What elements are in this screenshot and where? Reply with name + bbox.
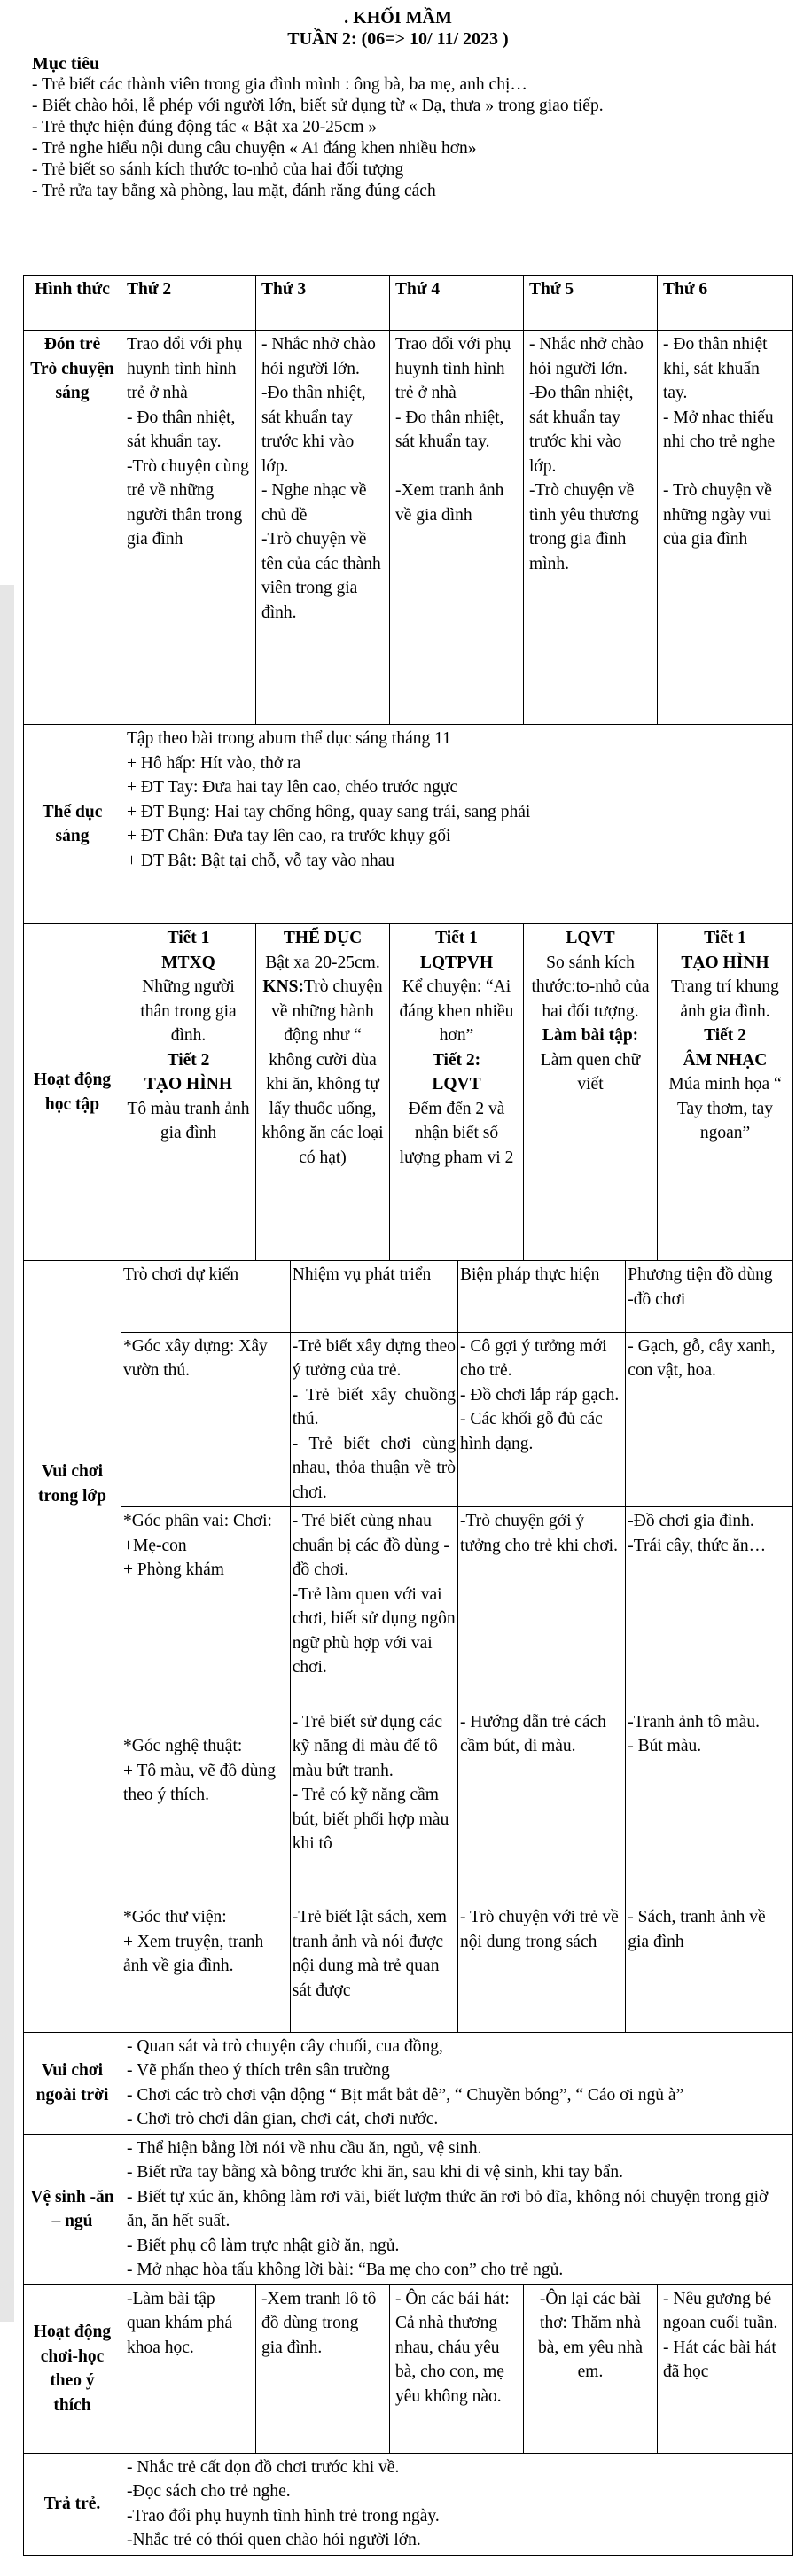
- outdoor-content: [121, 2032, 793, 2134]
- goal-item: - Trẻ thực hiện đúng động tác « Bật xa 20-25cm »: [32, 118, 378, 136]
- goal-item: - Trẻ biết các thành viên trong gia đình mình : ông bà, ba mẹ, anh chị…: [32, 75, 527, 94]
- row-indoor-play: [24, 1261, 793, 1708]
- row-label: Trả trẻ.: [24, 2453, 121, 2555]
- text-line: - Chơi trò chơi dân gian, chơi cát, chơi nước.: [127, 2110, 439, 2129]
- table-header-row: [24, 276, 793, 331]
- text-line: - Biết rửa tay bằng xà bông trước khi ăn, sau khi đi vệ sinh, khi tay bẩn.: [127, 2163, 623, 2182]
- text-line: [395, 455, 518, 479]
- header-cell-day: Thứ 6: [658, 276, 793, 331]
- row-free-play-learning: [24, 2284, 793, 2453]
- text-segment: Múa minh họa “ Tay thơm, tay ngoan”: [668, 1075, 782, 1142]
- subtable-header-cell: [290, 1261, 457, 1332]
- header-cell-form: Hình thức: [24, 276, 121, 331]
- text-line: - Hát các bài hát đã học: [663, 2338, 776, 2381]
- text-line: - Đồ chơi lắp ráp gạch.: [460, 1385, 620, 1405]
- day-cell: [121, 331, 256, 725]
- text-segment: So sánh kích thước:to-nhỏ của hai đối tượng.: [531, 953, 650, 1021]
- game-cell: [121, 1708, 290, 1903]
- activity-heading: [127, 951, 250, 976]
- text-segment: Những người thân trong gia đình.: [140, 977, 237, 1045]
- text-line: - Trò chuyện về những ngày vui của gia đình: [663, 481, 772, 549]
- text-segment: Kể chuyện: “Ai đáng khen nhiều hơn”: [399, 977, 514, 1045]
- day-cell: [524, 2284, 658, 2453]
- left-scroll-margin: [0, 585, 14, 2322]
- method-cell: [458, 1332, 626, 1507]
- text-line: -Ôn lại các bài thơ: Thăm nhà bà, em yêu nhà em.: [537, 2289, 644, 2381]
- text-line: [663, 455, 787, 479]
- day-cell: [121, 2284, 256, 2453]
- text-line: - Nhắc trẻ cất dọn đồ chơi trước khi về.: [127, 2457, 400, 2477]
- day-cell: [524, 924, 658, 1261]
- row-morning-welcome: [24, 331, 793, 725]
- text-segment: Làm quen chữ viết: [540, 1050, 641, 1093]
- activity-text: [395, 1097, 518, 1171]
- activity-heading: [127, 1072, 250, 1097]
- text-line: *Góc phân vai: Chơi:: [123, 1512, 272, 1530]
- header-cell-day: Thứ 2: [121, 276, 256, 331]
- text-line: -Tranh ảnh tô màu.: [628, 1712, 761, 1732]
- exercise-content: [121, 725, 793, 924]
- text-segment: Tiết 1: [167, 929, 210, 947]
- text-line: *Góc nghệ thuật:: [123, 1737, 243, 1755]
- text-line: - Nêu gương bé ngoan cuối tuần.: [663, 2289, 778, 2332]
- text-line: -Trò chuyện gởi ý tưởng cho trẻ khi chơi.: [460, 1512, 618, 1555]
- header-cell-day: Thứ 4: [390, 276, 524, 331]
- activity-text: [261, 951, 384, 976]
- text-line: -Nhắc trẻ có thói quen chào hỏi người lớn.: [127, 2531, 421, 2549]
- text-line: + ĐT Bụng: Hai tay chống hông, quay sang trái, sang phải: [127, 802, 531, 821]
- text-line: -Trò chuyện về tên của các thành viên trong gia đình.: [261, 530, 381, 622]
- text-line: [123, 1710, 288, 1735]
- text-line: - Quan sát và trò chuyện cây chuối, cua đồng,: [127, 2036, 443, 2056]
- text-line: -Đồ chơi gia đình.: [628, 1512, 754, 1530]
- text-line: -Xem tranh ảnh về gia đình: [395, 481, 504, 525]
- activity-heading: [663, 951, 787, 976]
- materials-cell: [626, 1332, 792, 1507]
- text-line: -Trẻ biết xây dựng theo ý tưởng của trẻ.: [292, 1336, 456, 1380]
- text-line: -Trái cây, thức ăn…: [628, 1536, 767, 1555]
- activity-heading: [127, 926, 250, 951]
- subtable-header-cell: Trò chơi dự kiến: [121, 1261, 290, 1332]
- day-cell: [121, 924, 256, 1261]
- text-line: - Trẻ biết cùng nhau chuẩn bị các đồ dùng - đồ chơi.: [292, 1512, 449, 1579]
- text-segment: TẠO HÌNH: [681, 953, 769, 972]
- text-line: Trao đổi với phụ huynh tình hình trẻ ở nhà: [127, 335, 243, 402]
- row-morning-exercise: [24, 725, 793, 924]
- day-cell: [524, 331, 658, 725]
- day-cell: [658, 331, 793, 725]
- indoor-play-subtable-cell: [121, 1708, 793, 2032]
- text-line: - Nghe nhạc về chủ đề: [261, 481, 367, 525]
- text-segment: Làm bài tập:: [542, 1026, 639, 1045]
- day-cell: [256, 2284, 390, 2453]
- row-label: Thể dục sáng: [24, 725, 121, 924]
- day-cell: [390, 924, 524, 1261]
- text-line: Tập theo bài trong abum thể dục sáng tháng 11: [127, 729, 451, 748]
- game-cell: [121, 1507, 290, 1708]
- text-line: - Đo thân nhiệt khi, sát khuẩn tay.: [663, 335, 768, 402]
- text-line: -Xem tranh lô tô đồ dùng trong gia đình.: [261, 2289, 377, 2357]
- text-line: + ĐT Tay: Đưa hai tay lên cao, chéo trước ngực: [127, 778, 458, 797]
- text-line: - Chơi các trò chơi vận động “ Bịt mắt bắt dê”, “ Chuyền bóng”, “ Cáo ơi ngủ à”: [127, 2085, 684, 2105]
- text-segment: Trang trí khung ảnh gia đình.: [671, 977, 779, 1021]
- text-line: -Trao đổi phụ huynh tình hình trẻ trong ngày.: [127, 2506, 440, 2525]
- text-line: -Trò chuyện về tình yêu thương trong gia đình mình.: [529, 481, 639, 573]
- text-line: -Làm bài tập quan khám phá khoa học.: [127, 2289, 233, 2357]
- indoor-play-subtable: [121, 1261, 792, 1708]
- text-line: + Tô màu, vẽ đồ dùng theo ý thích.: [123, 1761, 277, 1804]
- goal-item: - Trẻ nghe hiểu nội dung câu chuyện « Ai đáng khen nhiều hơn»: [32, 139, 477, 158]
- row-label: Hoạt động học tập: [24, 924, 121, 1261]
- row-learning-activity: [24, 924, 793, 1261]
- text-line: - Thể hiện bằng lời nói về nhu cầu ăn, ngủ, vệ sinh.: [127, 2138, 482, 2158]
- game-cell: [121, 1332, 290, 1507]
- method-cell: [458, 1507, 626, 1708]
- text-line: - Trẻ biết sử dụng các kỹ năng di màu để tô màu bứt tranh.: [292, 1712, 443, 1780]
- text-line: - Trò chuyện với trẻ về nội dung trong sách: [460, 1908, 619, 1951]
- task-cell: [290, 1507, 457, 1708]
- text-line: -Trẻ biết lật sách, xem tranh ảnh và nói được nội dung mà trẻ quan sát được: [292, 1908, 447, 2000]
- text-line: -Đo thân nhiệt, sát khuẩn tay trước khi vào lớp.: [261, 384, 366, 476]
- text-segment: LQVT: [432, 1075, 481, 1093]
- text-segment: MTXQ: [161, 953, 215, 972]
- day-cell: [390, 2284, 524, 2453]
- text-segment: Trò chuyện về những hành động như “ không cười đùa khi ăn, không tự lấy thuốc uống, không ăn các loại có hạt): [261, 977, 384, 1167]
- text-line: - Hướng dẫn trẻ cách cầm bút, di màu.: [460, 1712, 606, 1755]
- activity-heading: [663, 926, 787, 951]
- text-line: - Sách, tranh ảnh về gia đình: [628, 1908, 766, 1951]
- method-cell: [458, 1708, 626, 1903]
- subtable-header-row: [121, 1261, 792, 1332]
- text-line: -Trò chuyện cùng trẻ về những người thân trong gia đình: [127, 456, 249, 549]
- hygiene-content: [121, 2134, 793, 2284]
- row-label: Đón trẻ Trò chuyện sáng: [24, 331, 121, 725]
- text-line: - Các khối gỗ đủ các hình dạng.: [460, 1410, 603, 1453]
- activity-text: [663, 975, 787, 1023]
- game-cell: [121, 1903, 290, 2032]
- text-line: + ĐT Chân: Đưa tay lên cao, ra trước khụy gối: [127, 827, 451, 845]
- activity-text: [127, 975, 250, 1048]
- indoor-play-subtable-continued: [121, 1708, 792, 2032]
- text-line: - Nhắc nhở chào hỏi người lớn.: [261, 335, 376, 378]
- text-segment: TẠO HÌNH: [144, 1075, 233, 1093]
- materials-cell: [626, 1507, 792, 1708]
- activity-heading: [395, 1048, 518, 1073]
- indoor-play-subtable-cell: [121, 1261, 793, 1708]
- weekly-plan-table: [23, 275, 793, 2556]
- goals-title: Mục tiêu: [32, 54, 100, 74]
- activity-text: [663, 1072, 787, 1146]
- grade-title: . KHỐI MẦM: [344, 8, 452, 27]
- text-line: Trao đổi với phụ huynh tình hình trẻ ở nhà: [395, 335, 511, 402]
- activity-heading: [529, 1023, 652, 1097]
- text-segment: Tô màu tranh ảnh gia đình: [127, 1099, 250, 1142]
- subtable-row: [121, 1507, 792, 1708]
- header-cell-day: Thứ 3: [256, 276, 390, 331]
- text-line: -Trẻ làm quen với vai chơi, biết sử dụng ngôn ngữ phù hợp với vai chơi.: [292, 1584, 456, 1677]
- text-line: - Trẻ biết xây chuồng thú.: [292, 1385, 456, 1428]
- text-segment: Tiết 2: [704, 1026, 746, 1045]
- document-header: [0, 0, 796, 50]
- text-segment: ÂM NHẠC: [683, 1050, 768, 1070]
- goals-section: [32, 53, 604, 202]
- subtable-header-cell: Phương tiện đồ dùng -đồ chơi: [626, 1261, 792, 1332]
- row-label: Vui chơi ngoài trời: [24, 2032, 121, 2134]
- materials-cell: [626, 1903, 792, 2032]
- task-cell: [290, 1708, 457, 1903]
- text-line: + Xem truyện, tranh ảnh về gia đình.: [123, 1932, 264, 1975]
- row-label: Vui chơi trong lớp: [24, 1261, 121, 1708]
- activity-heading: [261, 926, 384, 951]
- subtable-header-cell: Biện pháp thực hiện: [458, 1261, 626, 1332]
- goal-item: - Biết chào hỏi, lễ phép với người lớn, biết sử dụng từ « Dạ, thưa » trong giao tiếp.: [32, 97, 604, 115]
- text-line: - Mở nhạc hòa tấu không lời bài: “Ba mẹ cho con” cho trẻ ngủ.: [127, 2261, 564, 2279]
- activity-heading: [261, 975, 384, 1170]
- activity-heading: [529, 926, 652, 951]
- text-line: *Góc xây dựng: Xây vườn thú.: [123, 1336, 268, 1380]
- text-line: + ĐT Bật: Bật tại chỗ, vỗ tay vào nhau: [127, 851, 394, 870]
- day-cell: [256, 924, 390, 1261]
- text-line: - Ôn các bái hát: Cả nhà thương nhau, cháu yêu bà, cho con, mẹ yêu không nào.: [395, 2289, 510, 2406]
- text-segment: Tiết 1: [435, 929, 478, 947]
- text-line: +Mẹ-con: [123, 1536, 187, 1555]
- activity-text: [529, 951, 652, 1024]
- text-segment: KNS:: [262, 977, 304, 996]
- activity-heading: [395, 1072, 518, 1097]
- row-indoor-play-continued: [24, 1708, 793, 2032]
- text-line: - Vẽ phấn theo ý thích trên sân trường: [127, 2061, 390, 2080]
- pickup-content: [121, 2453, 793, 2555]
- header-cell-day: Thứ 5: [524, 276, 658, 331]
- text-line: -Đọc sách cho trẻ nghe.: [127, 2482, 291, 2501]
- subtable-row: [121, 1332, 792, 1507]
- row-label: Vệ sinh -ăn – ngủ: [24, 2134, 121, 2284]
- text-line: - Mở nhac thiếu nhi cho trẻ nghe: [663, 408, 776, 451]
- text-segment: Đếm đến 2 và nhận biết số lượng pham vi 2: [399, 1099, 514, 1167]
- goal-item: - Trẻ rửa tay bằng xà phòng, lau mặt, đánh răng đúng cách: [32, 182, 436, 200]
- day-cell: [658, 924, 793, 1261]
- text-segment: Tiết 2: [167, 1050, 210, 1070]
- text-line: - Gạch, gỗ, cây xanh, con vật, hoa.: [628, 1336, 776, 1380]
- text-line: + Phòng khám: [123, 1560, 224, 1579]
- activity-heading: [663, 1048, 787, 1073]
- activity-heading: [663, 1023, 787, 1048]
- text-line: + Hô hấp: Hít vào, thở ra: [127, 753, 301, 773]
- subtable-row: [121, 1708, 792, 1903]
- week-title: TUẦN 2: (06=> 10/ 11/ 2023 ): [287, 29, 509, 49]
- activity-text: [395, 975, 518, 1048]
- row-outdoor-play: [24, 2032, 793, 2134]
- day-cell: [658, 2284, 793, 2453]
- row-label-empty: [24, 1708, 121, 2032]
- row-hygiene-meal-sleep: [24, 2134, 793, 2284]
- method-cell: [458, 1903, 626, 2032]
- task-cell: [290, 1903, 457, 2032]
- activity-heading: [395, 951, 518, 976]
- subtable-row: [121, 1903, 792, 2032]
- text-line: - Bút màu.: [628, 1737, 702, 1755]
- text-segment: Tiết 2:: [432, 1050, 481, 1070]
- text-line: - Cô gợi ý tưởng mới cho trẻ.: [460, 1336, 607, 1380]
- activity-heading: [127, 1048, 250, 1073]
- materials-cell: [626, 1708, 792, 1903]
- text-line: Nhiệm vụ phát triển: [292, 1265, 432, 1284]
- text-segment: LQVT: [566, 929, 615, 947]
- day-cell: [256, 331, 390, 725]
- goal-item: - Trẻ biết so sánh kích thước to-nhỏ của hai đối tượng: [32, 160, 404, 179]
- text-segment: THỂ DỤC: [283, 929, 363, 947]
- row-label: Hoạt động chơi-học theo ý thích: [24, 2284, 121, 2453]
- task-cell: [290, 1332, 457, 1507]
- text-line: - Đo thân nhiệt, sát khuẩn tay.: [127, 408, 236, 451]
- text-segment: LQTPVH: [419, 953, 494, 972]
- day-cell: [390, 331, 524, 725]
- activity-text: [127, 1097, 250, 1146]
- text-line: - Nhắc nhở chào hỏi người lớn.: [529, 335, 644, 378]
- text-line: - Trẻ biết chơi cùng nhau, thỏa thuận về trò chơi.: [292, 1434, 456, 1502]
- text-segment: Bật xa 20-25cm.: [265, 953, 380, 972]
- text-line: - Trẻ có kỹ năng cầm bút, biết phối hợp màu khi tô: [292, 1786, 449, 1853]
- activity-heading: [395, 926, 518, 951]
- text-segment: Tiết 1: [704, 929, 746, 947]
- text-line: - Biết phụ cô làm trực nhật giờ ăn, ngủ.: [127, 2236, 400, 2255]
- text-line: - Đo thân nhiệt, sát khuẩn tay.: [395, 408, 504, 451]
- text-line: -Đo thân nhiệt, sát khuẩn tay trước khi vào lớp.: [529, 384, 634, 476]
- text-line: *Góc thư viện:: [123, 1908, 227, 1926]
- text-line: - Biết tự xúc ăn, không làm rơi vãi, biết lượm thức ăn rơi bỏ dĩa, không nói chuyện trong giờ ăn, ăn hết suất.: [127, 2187, 769, 2230]
- row-pickup: [24, 2453, 793, 2555]
